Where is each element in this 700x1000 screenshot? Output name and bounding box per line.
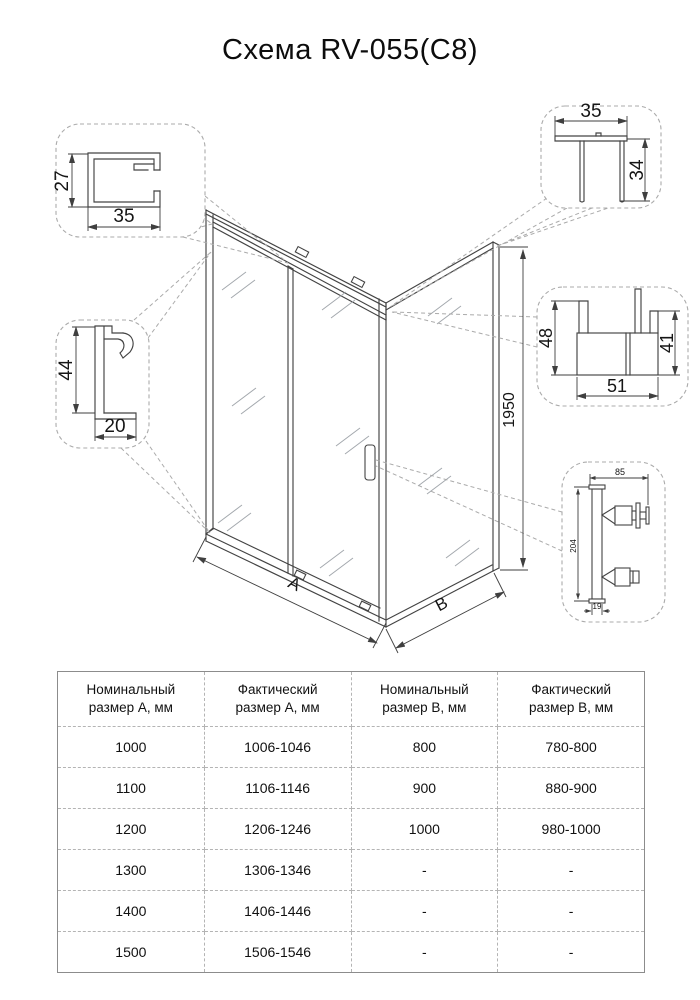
dim-wall-height: 27 [52,170,73,192]
door-handle [365,445,375,480]
dim-label-B: B [432,593,451,616]
enclosure-frame [206,210,499,627]
dimension-depth-B [386,573,506,653]
callout-top-profile [541,101,661,208]
table-row [58,809,645,850]
table-cell: - [351,932,498,973]
table-cell: 780-800 [498,727,645,768]
table-cell: 1400 [58,891,205,932]
dim-rail-left-height: 48 [536,327,556,349]
size-table [57,671,645,973]
dim-handle-width: 19 [592,602,602,611]
callout-rail-profile [536,287,688,406]
table-cell: - [498,850,645,891]
table-cell: 800 [351,727,498,768]
dim-top-height: 34 [627,159,648,181]
table-cell: 880-900 [498,768,645,809]
table-cell: 1100 [58,768,205,809]
glass-marks [218,272,479,576]
table-cell: - [351,850,498,891]
table-cell: 1500 [58,932,205,973]
callout-hook-profile [56,320,149,448]
table-cell: 980-1000 [498,809,645,850]
table-cell: 900 [351,768,498,809]
table-cell: - [498,891,645,932]
col-header-actual-b: Фактический размер В, мм [498,672,645,727]
table-cell: 1200 [58,809,205,850]
table-row [58,768,645,809]
dim-rail-width: 51 [606,376,628,396]
callout-wall-profile [52,124,205,237]
dim-label-A: A [285,573,304,596]
table-cell: 1206-1246 [204,809,351,850]
col-header-nominal-a: Номинальный размер А, мм [58,672,205,727]
table-cell: 1106-1146 [204,768,351,809]
table-cell: - [498,932,645,973]
table-row [58,850,645,891]
dimension-height-1950 [500,247,528,570]
table-cell: 1006-1046 [204,727,351,768]
table-row [58,932,645,973]
dim-hook-width: 20 [104,416,126,437]
page-title: Схема RV-055(C8) [222,34,478,66]
table-cell: 1300 [58,850,205,891]
dim-handle-height: 204 [569,539,578,553]
door-roller [295,247,308,258]
dim-label-height: 1950 [501,392,518,428]
dim-handle-length: 85 [614,467,626,477]
table-cell: 1306-1346 [204,850,351,891]
table-row [58,891,645,932]
table-cell: 1506-1546 [204,932,351,973]
table-header-row [58,672,645,727]
dimension-width-A [193,537,386,648]
dim-top-width: 35 [580,101,602,122]
table-cell: 1000 [58,727,205,768]
table-cell: 1406-1446 [204,891,351,932]
dim-rail-right-height: 41 [657,332,677,354]
dim-wall-width: 35 [113,206,135,227]
dim-hook-height: 44 [56,359,77,381]
table-cell: 1000 [351,809,498,850]
col-header-nominal-b: Номинальный размер В, мм [351,672,498,727]
callout-handle-detail [562,462,665,622]
table-cell: - [351,891,498,932]
table-row [58,727,645,768]
col-header-actual-a: Фактический размер А, мм [204,672,351,727]
